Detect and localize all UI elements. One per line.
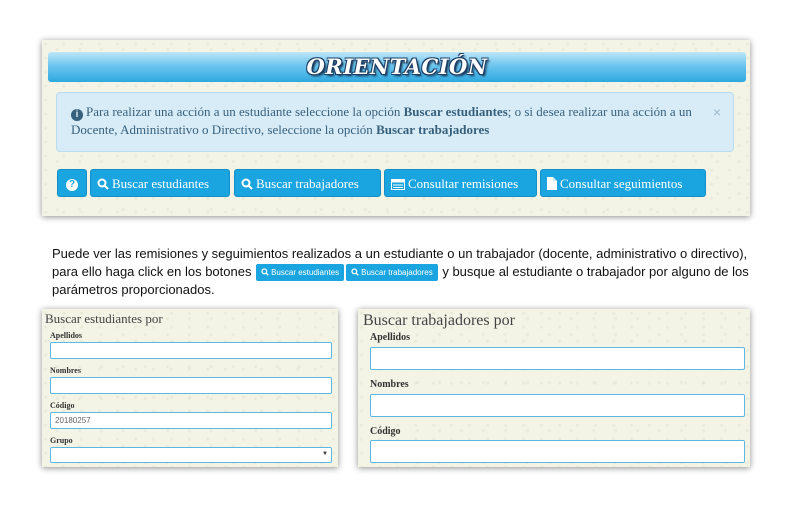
orientacion-panel xyxy=(42,40,750,216)
inline-buscar-estudiantes-label: Buscar estudiantes xyxy=(271,268,340,278)
codigo-label: Código xyxy=(370,426,401,437)
worker-search-panel xyxy=(358,309,750,467)
file-icon xyxy=(547,177,557,190)
worker-form-title: Buscar trabajadores por xyxy=(363,312,515,329)
consultar-remisiones-button[interactable] xyxy=(384,169,537,197)
description-part-1: Puede ver las remisiones y seguimientos realizados a un estudiante o un trabajador (docente, administrativo o directivo), para ello haga click en los botones xyxy=(52,246,748,279)
inline-buscar-estudiantes-button xyxy=(256,264,344,281)
student-codigo-input[interactable]: 20180257 xyxy=(50,412,332,429)
alert-text-1: Para realizar una acción a un estudiante seleccione la opción xyxy=(86,104,404,119)
search-icon xyxy=(351,268,359,276)
nombres-label: Nombres xyxy=(370,379,409,390)
description-text xyxy=(52,245,752,299)
buscar-estudiantes-label: Buscar estudiantes xyxy=(112,176,210,191)
help-button[interactable] xyxy=(57,169,87,197)
info-alert xyxy=(56,92,734,152)
alert-text-2: ; o si desea realizar una acción a un Docente, Administrativo o Directivo, seleccione la opción xyxy=(71,104,692,137)
chevron-down-icon: ▼ xyxy=(322,451,328,457)
consultar-remisiones-label: Consultar remisiones xyxy=(408,176,519,191)
worker-codigo-input[interactable] xyxy=(370,440,745,463)
search-icon xyxy=(241,178,253,190)
question-icon: ? xyxy=(66,179,78,191)
alert-bold-2: Buscar trabajadores xyxy=(376,122,490,137)
buscar-estudiantes-button[interactable] xyxy=(90,169,230,197)
description-part-2: y busque al estudiante o trabajador por alguno de los parámetros proporcionados. xyxy=(52,264,749,298)
grupo-label: Grupo xyxy=(50,436,73,445)
codigo-label: Código xyxy=(50,401,75,410)
apellidos-label: Apellidos xyxy=(370,332,411,343)
search-icon xyxy=(97,178,109,190)
worker-apellidos-input[interactable] xyxy=(370,347,745,370)
student-nombres-input[interactable] xyxy=(50,377,332,394)
buscar-trabajadores-button[interactable] xyxy=(234,169,381,197)
student-grupo-select[interactable] xyxy=(50,447,332,463)
student-form-title: Buscar estudiantes por xyxy=(45,311,163,326)
close-icon[interactable]: × xyxy=(712,104,721,120)
student-apellidos-input[interactable] xyxy=(50,342,332,359)
page-title: ORIENTACIÓN xyxy=(306,54,488,79)
consultar-seguimientos-label: Consultar seguimientos xyxy=(560,176,683,191)
apellidos-label: Apellidos xyxy=(50,331,83,340)
search-icon xyxy=(261,268,269,276)
info-icon: i xyxy=(71,109,83,121)
inline-buscar-trabajadores-button xyxy=(346,264,438,281)
worker-nombres-input[interactable] xyxy=(370,394,745,417)
title-bar xyxy=(48,52,746,82)
list-icon xyxy=(391,179,405,190)
nombres-label: Nombres xyxy=(50,366,81,375)
student-search-panel xyxy=(42,309,338,467)
alert-bold-1: Buscar estudiantes xyxy=(403,104,508,119)
buscar-trabajadores-label: Buscar trabajadores xyxy=(256,176,359,191)
inline-buscar-trabajadores-label: Buscar trabajadores xyxy=(361,268,433,278)
consultar-seguimientos-button[interactable] xyxy=(540,169,706,197)
